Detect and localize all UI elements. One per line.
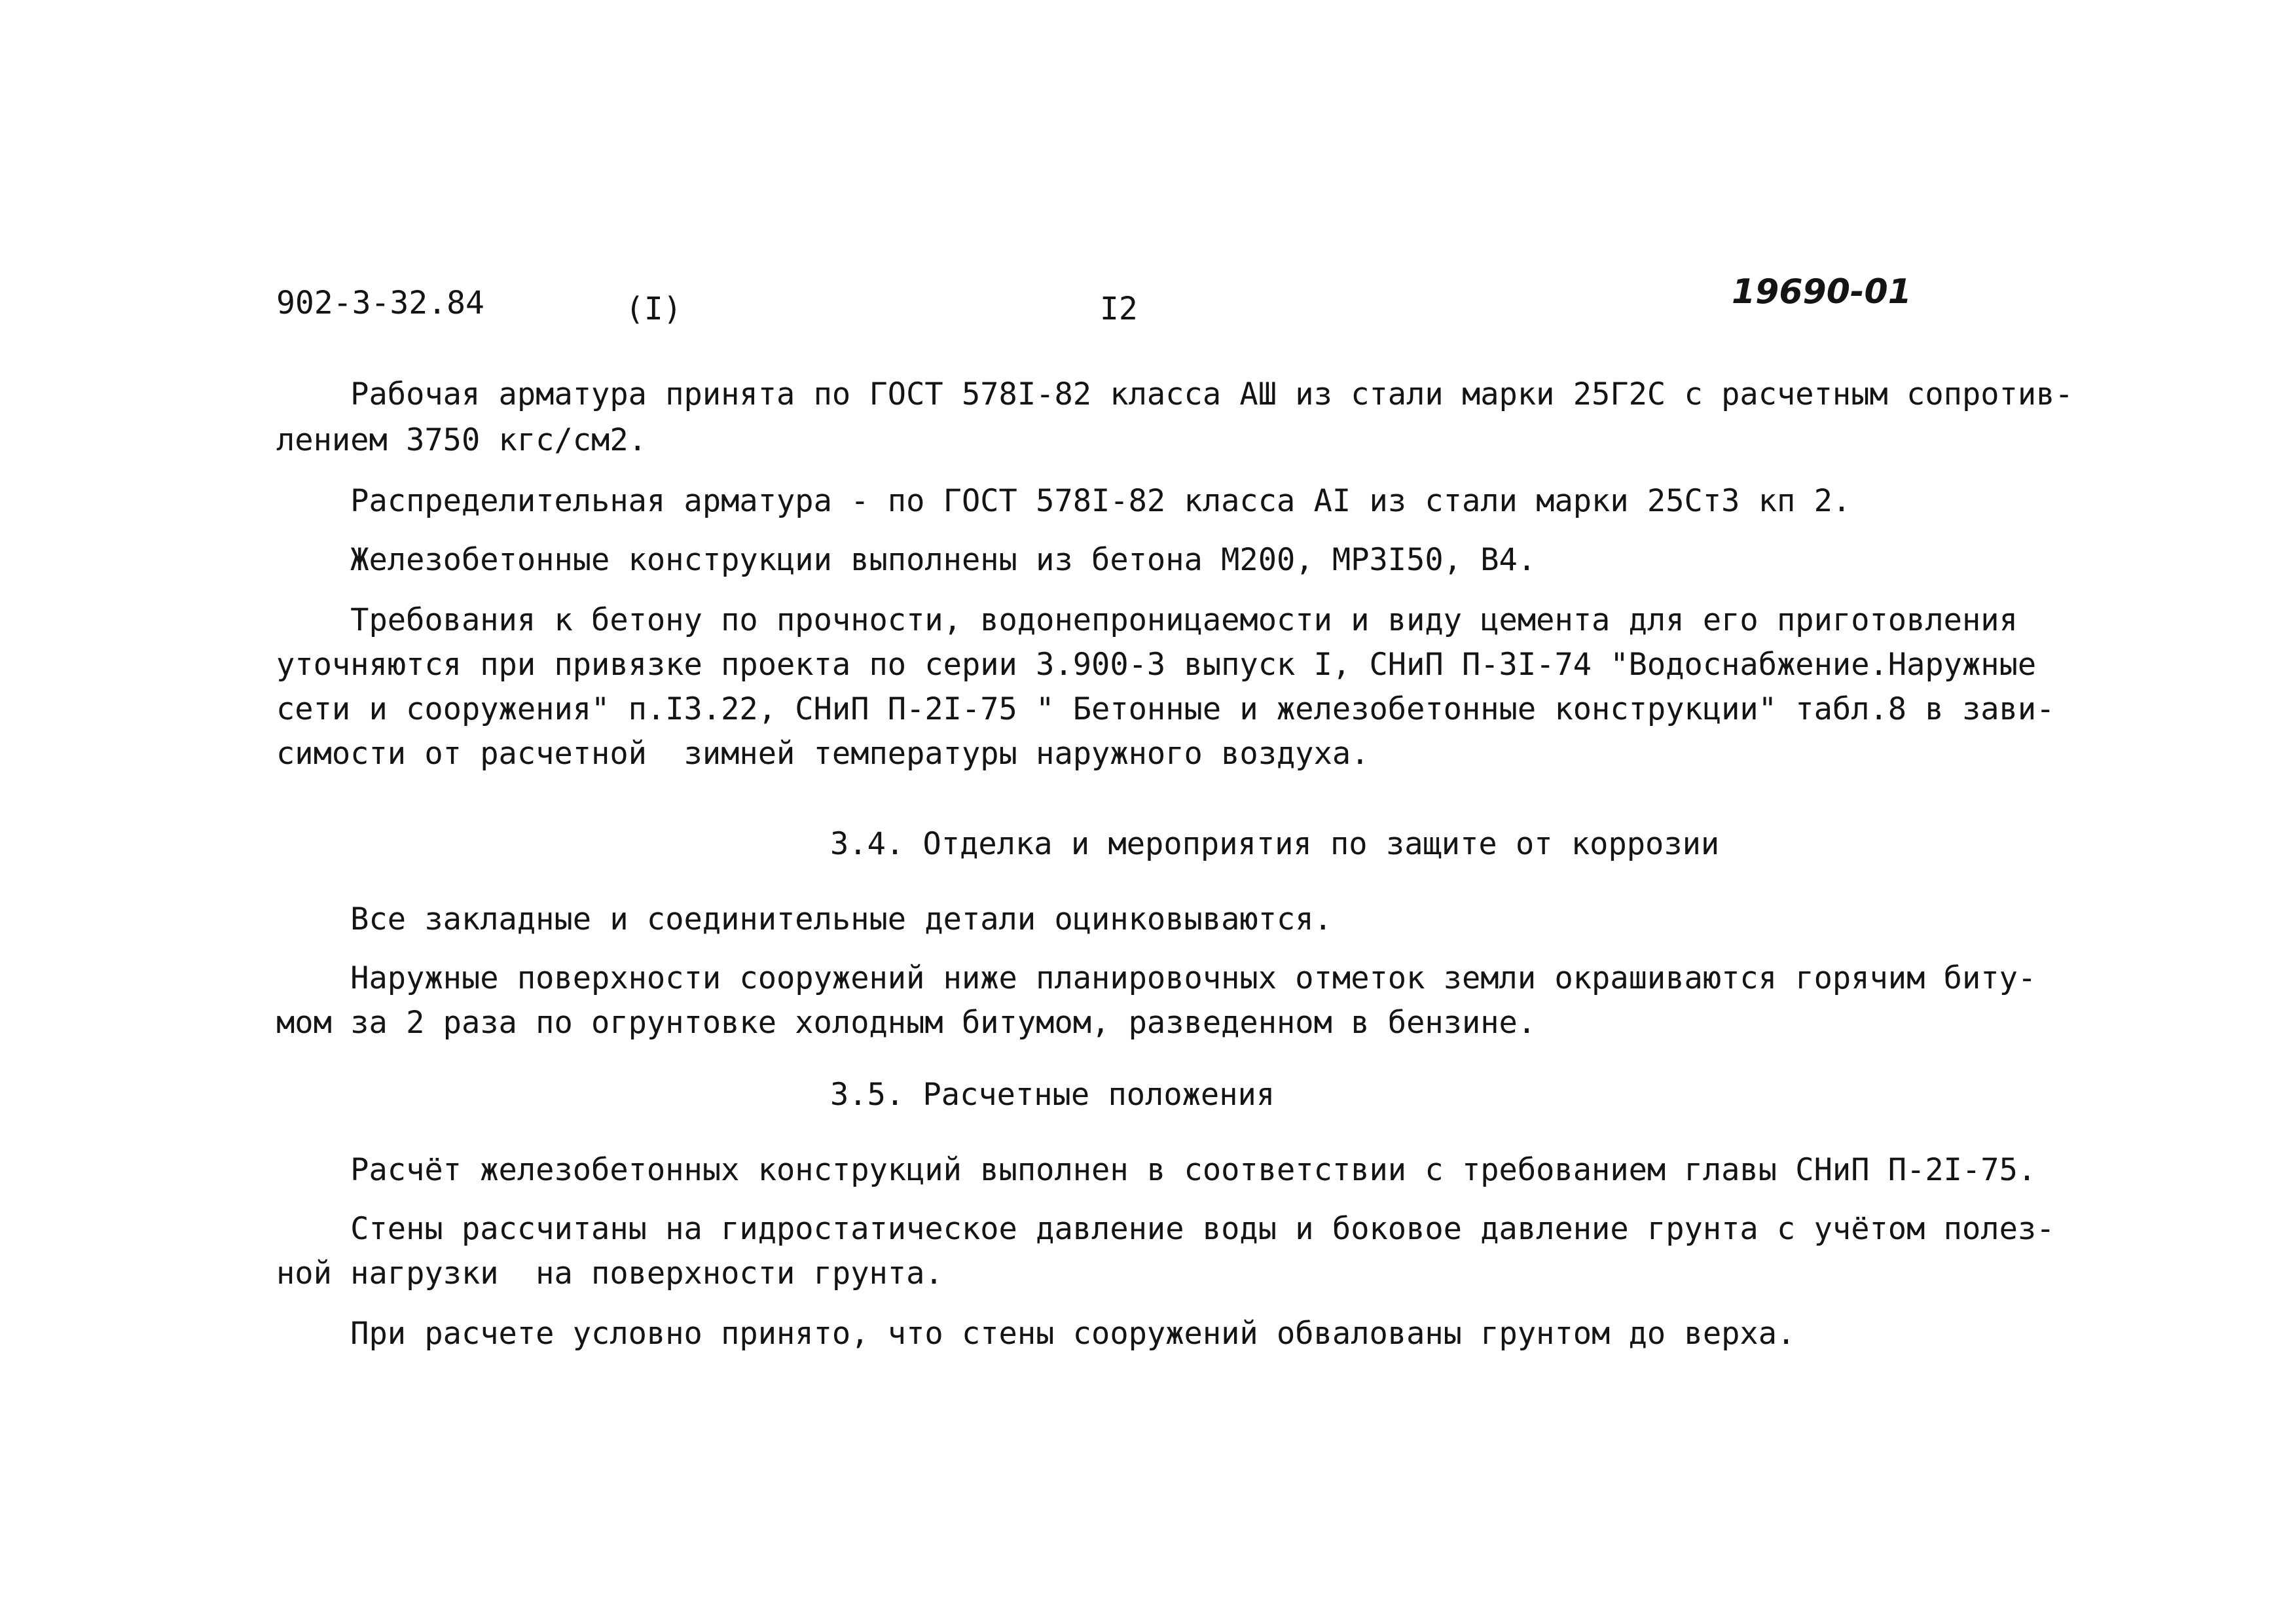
- body-line: Стены рассчитаны на гидростатическое давление воды и боковое давление грунта с учётом полез-: [276, 1211, 2055, 1247]
- body-line: сети и сооружения" п.I3.22, СНиП П-2I-75 " Бетонные и железобетонные конструкции" табл.8 в зави-: [276, 691, 2055, 727]
- body-line: лением 3750 кгс/см2.: [276, 422, 647, 458]
- section-heading: 3.5. Расчетные положения: [830, 1077, 1275, 1113]
- body-line: Расчёт железобетонных конструкций выполнен в соответствии с требованием главы СНиП П-2I-75.: [276, 1152, 2037, 1188]
- body-line: мом за 2 раза по огрунтовке холодным битумом, разведенном в бензине.: [276, 1005, 1537, 1041]
- body-line: Требования к бетону по прочности, водонепроницаемости и виду цемента для его приготовления: [276, 602, 2018, 638]
- page-number: I2: [1100, 291, 1138, 327]
- document-part: (I): [625, 291, 682, 327]
- body-line: Железобетонные конструкции выполнены из бетона М200, МРЗI50, В4.: [276, 542, 1537, 578]
- body-line: ной нагрузки на поверхности грунта.: [276, 1255, 943, 1291]
- body-line: Все закладные и соединительные детали оцинковываются.: [276, 901, 1332, 937]
- body-line: При расчете условно принято, что стены сооружений обвалованы грунтом до верха.: [276, 1316, 1796, 1352]
- body-line: уточняются при привязке проекта по серии 3.900-3 выпуск I, СНиП П-3I-74 "Водоснабжение.Наружные: [276, 647, 2037, 683]
- body-line: Рабочая арматура принята по ГОСТ 578I-82 класса АШ из стали марки 25Г2С с расчетным сопротив-: [276, 376, 2073, 412]
- body-line: симости от расчетной зимней температуры наружного воздуха.: [276, 736, 1370, 772]
- document-code: 902-3-32.84: [276, 285, 484, 321]
- body-line: Наружные поверхности сооружений ниже планировочных отметок земли окрашиваются горячим биту-: [276, 960, 2037, 996]
- inventory-number-handwritten: 19690-01: [1732, 272, 1912, 312]
- section-heading: 3.4. Отделка и мероприятия по защите от коррозии: [830, 826, 1720, 862]
- body-line: Распределительная арматура - по ГОСТ 578I-82 класса АI из стали марки 25Ст3 кп 2.: [276, 483, 1851, 519]
